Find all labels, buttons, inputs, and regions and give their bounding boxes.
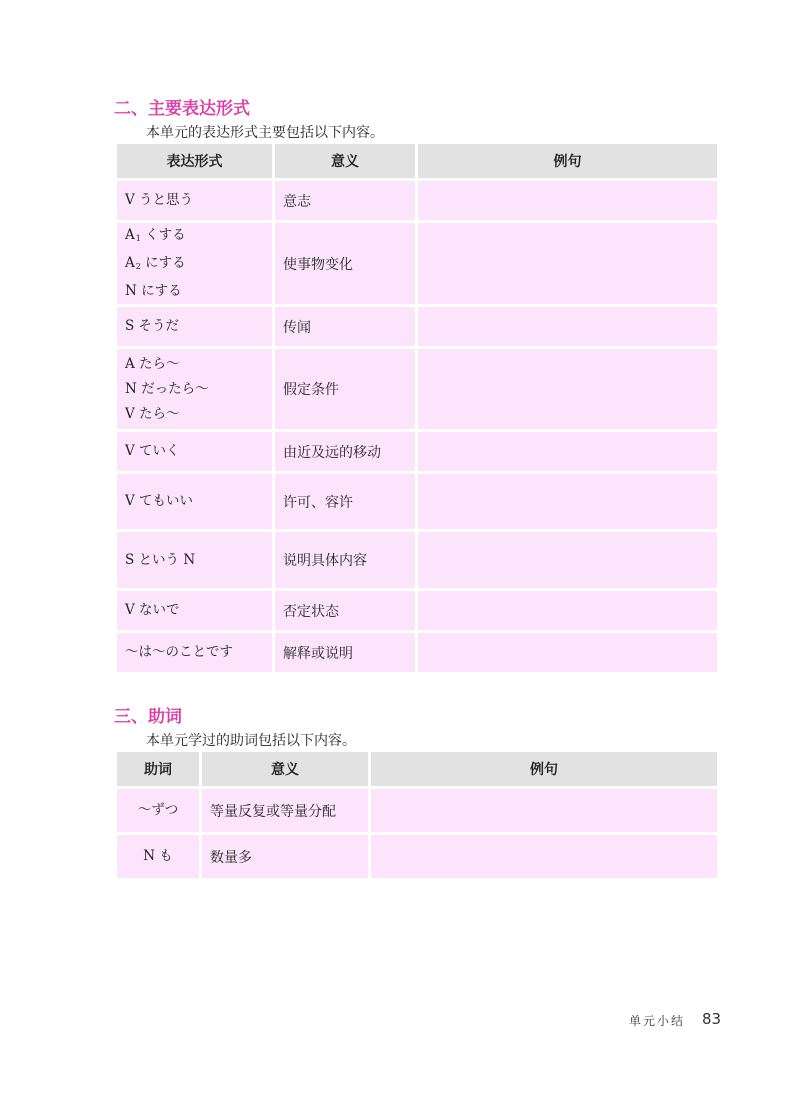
table-row [117,223,717,304]
particle-cell: N も [117,835,199,878]
table-row [117,532,717,588]
table-row [117,181,717,220]
page-number: 83 [702,1010,722,1028]
meaning-cell: 由近及远的移动 [275,432,415,471]
section-title-particles: 三、助词 [114,707,182,727]
example-cell [418,349,717,429]
meaning-cell: 否定状态 [275,591,415,630]
expression-cell: V ていく [117,432,272,471]
table-row [117,432,717,471]
example-cell [371,789,717,832]
table-row [117,633,717,672]
table-header-row [117,752,717,786]
example-cell [371,835,717,878]
example-cell [418,307,717,346]
expression-cell: S という N [117,532,272,588]
table-row [117,789,717,832]
meaning-cell: 使事物变化 [275,223,415,304]
column-header-meaning: 意义 [202,752,368,786]
expressions-table [114,141,720,675]
meaning-cell: 意志 [275,181,415,220]
expression-cell: A たら～ N だったら～ V たら～ [117,349,272,429]
column-header-expression: 表达形式 [117,144,272,178]
example-cell [418,532,717,588]
table-row [117,591,717,630]
section-title-expressions: 二、主要表达形式 [114,99,250,119]
particle-cell: ～ずつ [117,789,199,832]
meaning-cell: 等量反复或等量分配 [202,789,368,832]
column-header-particle: 助词 [117,752,199,786]
expression-cell: ～は～のことです [117,633,272,672]
meaning-cell: 数量多 [202,835,368,878]
section-intro-particles: 本单元学过的助词包括以下内容。 [146,733,356,749]
meaning-cell: 传闻 [275,307,415,346]
particles-table [114,749,720,881]
section-intro-expressions: 本单元的表达形式主要包括以下内容。 [146,125,384,141]
expression-cell: $A_1$ くする $A_2$ にする N にする [117,223,272,304]
table-row [117,349,717,429]
expression-cell: V てもいい [117,474,272,529]
table-row [117,835,717,878]
example-cell [418,181,717,220]
column-header-example: 例句 [371,752,717,786]
example-cell [418,591,717,630]
example-cell [418,633,717,672]
column-header-example: 例句 [418,144,717,178]
table-row [117,474,717,529]
example-cell [418,474,717,529]
example-cell [418,432,717,471]
table-row [117,307,717,346]
meaning-cell: 许可、容许 [275,474,415,529]
column-header-meaning: 意义 [275,144,415,178]
expression-cell: V ないで [117,591,272,630]
meaning-cell: 说明具体内容 [275,532,415,588]
expression-cell: S そうだ [117,307,272,346]
example-cell [418,223,717,304]
footer-unit-label: 单元小结 [629,1014,686,1028]
expression-cell: V うと思う [117,181,272,220]
meaning-cell: 假定条件 [275,349,415,429]
meaning-cell: 解释或说明 [275,633,415,672]
table-header-row [117,144,717,178]
